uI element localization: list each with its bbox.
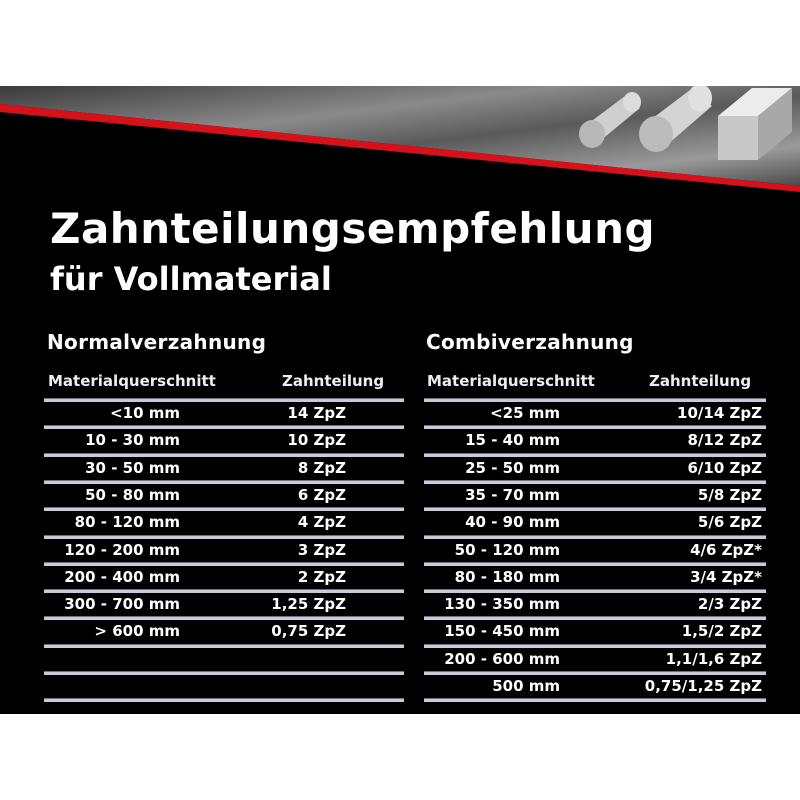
table-row [44,672,404,702]
table-row [44,454,404,484]
normal-section-title: Normalverzahnung [47,330,267,354]
table-bottom-rule [424,699,766,702]
teeth-cell: 4/6 ZpZ* [690,540,762,559]
size-cell: 200 - 600 mm [444,649,560,668]
teeth-cell: 0,75/1,25 ZpZ [644,677,762,695]
size-cell: 50 - 80 mm [85,485,180,504]
table-row [44,508,404,538]
size-cell: 80 - 120 mm [74,513,180,532]
table-row [44,399,404,429]
teeth-cell: 10/14 ZpZ [677,404,762,422]
teeth-cell: 3/4 ZpZ* [690,567,762,586]
table-row [424,672,766,702]
size-cell: <10 mm [110,404,180,422]
info-panel [0,86,800,714]
size-cell: 15 - 40 mm [465,431,560,450]
teeth-cell: 8 ZpZ [297,458,346,477]
table-row [424,563,766,593]
size-cell: 30 - 50 mm [85,458,180,477]
size-cell: <25 mm [490,404,560,422]
teeth-cell: 1,25 ZpZ [271,595,346,614]
combi-section-title: Combiverzahnung [426,330,634,354]
size-cell: 500 mm [492,677,560,695]
page-subtitle: für Vollmaterial [50,260,332,298]
table-row [44,590,404,620]
size-cell: 300 - 700 mm [64,595,180,614]
teeth-cell: 4 ZpZ [297,513,346,532]
table-row [424,536,766,566]
size-cell: 150 - 450 mm [444,622,560,641]
size-cell: 10 - 30 mm [85,431,180,450]
teeth-cell: 0,75 ZpZ [271,622,346,641]
table-row [44,481,404,511]
combi-col-teeth-header: Zahnteilung [649,372,752,390]
teeth-cell: 6/10 ZpZ [687,458,762,477]
table-row [424,617,766,647]
teeth-cell: 2 ZpZ [297,567,346,586]
size-cell: 120 - 200 mm [64,540,180,559]
teeth-cell: 1,5/2 ZpZ [681,622,762,641]
table-row [424,590,766,620]
size-cell: 25 - 50 mm [465,458,560,477]
metal-banner [0,86,800,196]
combi-col-size-header: Materialquerschnitt [427,372,595,390]
table-bottom-rule [44,699,404,702]
table-row [424,399,766,429]
table-row [44,563,404,593]
table-row [424,645,766,675]
table-row [424,508,766,538]
table-row [424,426,766,456]
teeth-cell: 1,1/1,6 ZpZ [665,649,762,668]
normal-col-teeth-header: Zahnteilung [282,372,385,390]
table-row [44,617,404,647]
teeth-cell: 2/3 ZpZ [697,595,762,614]
teeth-cell: 14 ZpZ [287,404,346,422]
normal-col-size-header: Materialquerschnitt [48,372,216,390]
size-cell: 50 - 120 mm [454,540,560,559]
teeth-cell: 3 ZpZ [297,540,346,559]
size-cell: 130 - 350 mm [444,595,560,614]
size-cell: 80 - 180 mm [454,567,560,586]
table-row [44,645,404,675]
size-cell: 35 - 70 mm [465,485,560,504]
table-row [424,454,766,484]
teeth-cell: 5/6 ZpZ [697,513,762,532]
teeth-cell: 8/12 ZpZ [687,431,762,450]
size-cell: > 600 mm [94,622,180,641]
teeth-cell: 6 ZpZ [297,485,346,504]
size-cell: 200 - 400 mm [64,567,180,586]
teeth-cell: 5/8 ZpZ [697,485,762,504]
table-row [44,426,404,456]
teeth-cell: 10 ZpZ [287,431,346,450]
table-row [424,481,766,511]
table-row [44,536,404,566]
size-cell: 40 - 90 mm [465,513,560,532]
page-title: Zahnteilungsempfehlung [50,204,656,253]
